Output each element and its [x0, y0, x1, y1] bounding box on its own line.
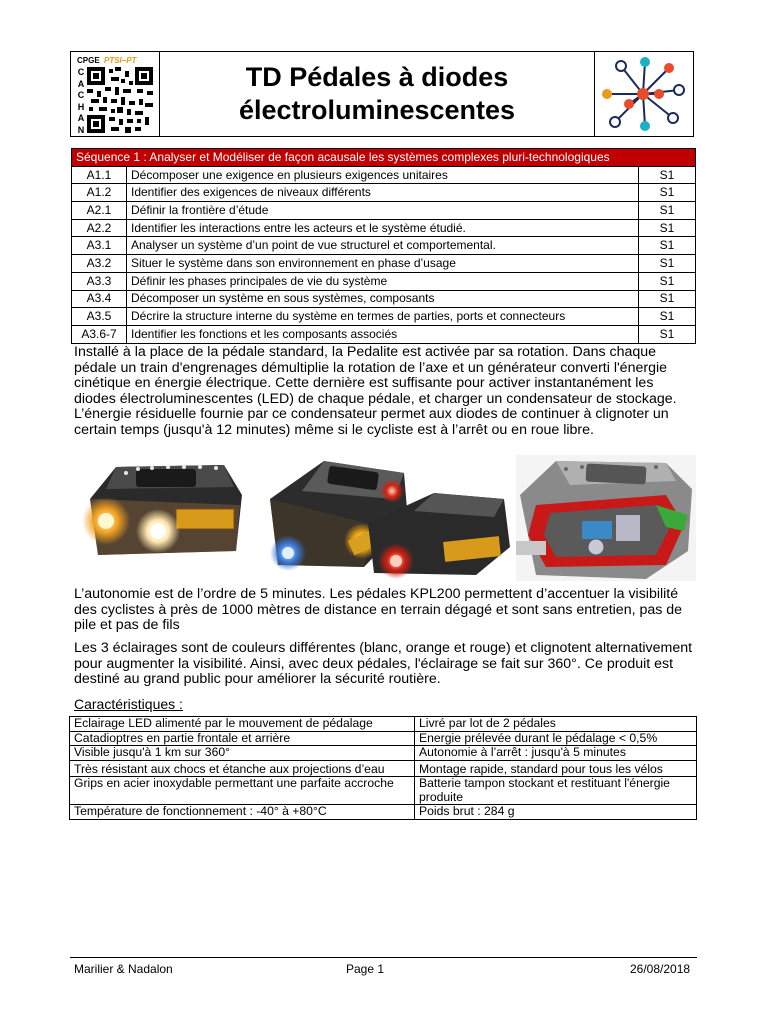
footer-divider — [70, 957, 697, 958]
table-row: A2.1 Définir la frontière d’étude S1 — [72, 202, 696, 220]
network-logo — [594, 52, 693, 136]
qr-code-icon — [87, 67, 153, 133]
table-row: Grips en acier inoxydable permettant une parfaite accroche Batterie tampon stockant et restituant l'énergie produite — [70, 777, 697, 805]
table-row: A3.6-7 Identifier les fonctions et les composants associés S1 — [72, 325, 696, 343]
table-row: Catadioptres en partie frontale et arrière Energie prélevée durant le pédalage < 0,5% — [70, 731, 697, 746]
title-line-1: TD Pédales à diodes — [245, 62, 509, 92]
footer-authors: Marilier & Nadalon — [74, 962, 173, 976]
table-row: A3.1 Analyser un système d’un point de vue structurel et comportemental. S1 — [72, 237, 696, 255]
table-row: Visible jusqu'à 1 km sur 360° Autonomie à l’arrêt : jusqu'à 5 minutes — [70, 746, 697, 761]
table-row: A3.5 Décrire la structure interne du système en termes de parties, ports et connecteurs S1 — [72, 308, 696, 326]
characteristics-table — [69, 716, 697, 820]
sequence-header: Séquence 1 : Analyser et Modéliser de façon acausale les systèmes complexes pluri-technologiques — [72, 149, 696, 167]
pedal-cutaway-photo — [516, 455, 696, 581]
ptsi-label: PTSI–PT — [104, 56, 137, 65]
header-box — [70, 51, 694, 137]
cachan-letters: C A C H A N — [77, 67, 85, 135]
pedal-photo-front — [76, 455, 246, 581]
table-row: A3.2 Situer le système dans son environnement en phase d’usage S1 — [72, 255, 696, 273]
table-row: Très résistant aux chocs et étanche aux projections d’eau Montage rapide, standard pour tous les vélos — [70, 760, 697, 777]
page-title — [159, 52, 595, 136]
footer-date: 26/08/2018 — [630, 962, 691, 976]
sequence-row — [72, 149, 696, 167]
cpge-logo — [71, 52, 160, 136]
table-row: A3.4 Décomposer un système en sous systèmes, composants S1 — [72, 290, 696, 308]
table-row: Eclairage LED alimenté par le mouvement de pédalage Livré par lot de 2 pédales — [70, 717, 697, 732]
title-line-2: électroluminescentes — [238, 95, 516, 125]
pedal-photo-pair — [264, 455, 514, 581]
cpge-label: CPGE — [77, 56, 100, 65]
table-row: A3.3 Définir les phases principales de vie du système S1 — [72, 272, 696, 290]
table-row: Température de fonctionnement : -40° à +80°C Poids brut : 284 g — [70, 805, 697, 820]
lighting-paragraph: Les 3 éclairages sont de couleurs différentes (blanc, orange et rouge) et clignotent alternativement pour augmenter la visibilité. Ainsi, avec deux pédales, l'éclairage se fait sur 360°. Ce produit est destiné au grand public pour améliorer la sécurité routière. — [74, 640, 693, 687]
network-nodes-icon — [595, 52, 691, 136]
competency-table — [71, 148, 696, 344]
table-row: A2.2 Identifier les interactions entre les acteurs et le système étudié. S1 — [72, 219, 696, 237]
table-row: A1.2 Identifier des exigences de niveaux différents S1 — [72, 184, 696, 202]
footer-page: Page 1 — [346, 962, 385, 976]
characteristics-label: Caractéristiques : — [74, 696, 183, 712]
intro-paragraph: Installé à la place de la pédale standard, la Pedalite est activée par sa rotation. Dans chaque pédale un train d'engrenages démultiplie la rotation de l’axe et un générateur converti l'énergie cinétique en énergie électrique. Cette dernière est suffisante pour activer instantanément les diodes électroluminescentes (LED) de chaque pédale, et charger un condensateur de stockage. L’énergie résiduelle fournie par ce condensateur permet aux diodes de continuer à clignoter un certain temps (jusqu'à 12 minutes) même si le cycliste est à l’arrêt ou en roue libre. — [74, 344, 677, 438]
table-row: A1.1 Décomposer une exigence en plusieurs exigences unitaires S1 — [72, 166, 696, 184]
autonomy-paragraph: L’autonomie est de l’ordre de 5 minutes. Les pédales KPL200 permettent d’accentuer la visibilité des cyclistes à près de 1000 mètres de distance en terrain dégagé et sont sans entretien, pas de pile et pas de fils — [74, 586, 683, 633]
